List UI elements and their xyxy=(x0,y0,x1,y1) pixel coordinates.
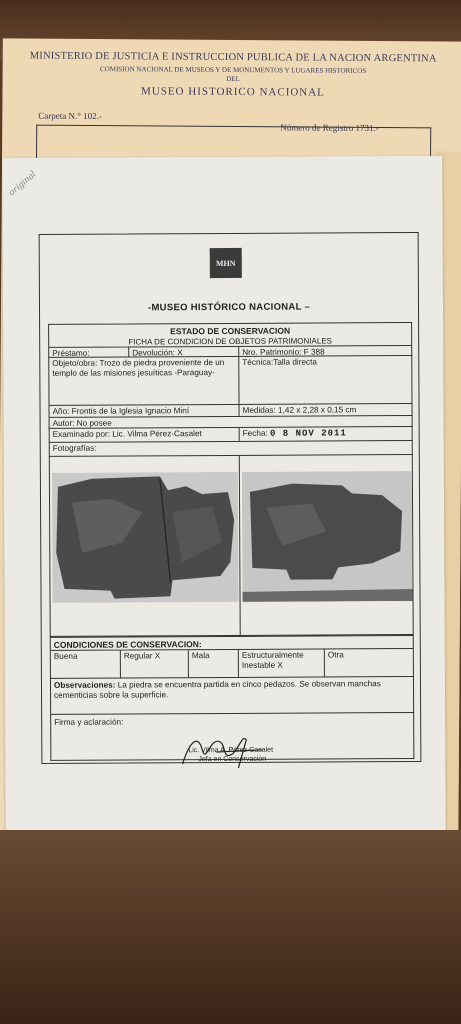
background-bottom xyxy=(0,830,461,1024)
patrimonio-cell: Nro. Patrimonio: F 388 xyxy=(242,347,325,357)
signature-block xyxy=(188,746,273,765)
examinado-cell: Examinado por: Lic. Vilma Pérez-Casalet xyxy=(50,428,240,442)
museum-title: -MUSEO HISTÓRICO NACIONAL – xyxy=(147,301,311,314)
objeto-cell: Objeto/obra: Trozo de piedra proveniente de un templo de las misiones jesuíticas -Paraguay- xyxy=(49,357,239,405)
photos-divider xyxy=(239,456,241,635)
observaciones-text: La piedra se encuentra partida en cinco pedazos. Se observan manchas cementicias sobre la superficie. xyxy=(54,679,381,701)
fecha-label: Fecha: xyxy=(242,428,268,438)
pencil-note: original xyxy=(6,168,39,199)
row-objeto xyxy=(48,356,412,406)
mala-cell: Mala xyxy=(189,650,239,677)
medidas-cell: Medidas: 1,42 x 2,28 x 0,15 cm xyxy=(242,405,357,415)
devolucion-cell: Devolución: X xyxy=(129,347,239,357)
firma-label: Firma y aclaración: xyxy=(54,717,124,727)
fecha-cell xyxy=(240,427,414,441)
condition-sheet xyxy=(2,156,446,838)
tecnica-cell: Técnica:Talla directa xyxy=(242,357,317,367)
folder-carpeta: Carpeta N.° 102.- xyxy=(38,110,102,122)
stone-photo-right xyxy=(242,471,413,602)
condiciones-title: CONDICIONES DE CONSERVACION: xyxy=(50,635,414,651)
stone-photo-left xyxy=(52,472,239,603)
folder-header xyxy=(2,50,461,99)
signature-role: Jefa en Conservación xyxy=(198,755,267,764)
fecha-stamp: 0 8 NOV 2011 xyxy=(269,428,347,439)
observaciones-label: Observaciones: xyxy=(53,680,116,690)
prestamo-cell: Préstamo: xyxy=(49,347,129,356)
folder-ministry: MINISTERIO DE JUSTICIA E INSTRUCCION PUBLICA DE LA NACION ARGENTINA xyxy=(29,50,437,65)
condition-form xyxy=(39,232,422,764)
signature-name: Lic. Vilma A. Pérez-Casalet xyxy=(188,746,274,755)
row-condiciones xyxy=(50,649,414,679)
form-title: ESTADO DE CONSERVACION xyxy=(170,325,291,337)
folder-museum: MUSEO HISTORICO NACIONAL xyxy=(140,85,325,99)
autor-cell: Autor: No posee xyxy=(52,418,112,428)
form-subtitle: FICHA DE CONDICION DE OBJETOS PATRIMONIALES xyxy=(128,336,333,347)
observaciones-box xyxy=(50,677,414,715)
folder-registro: Número de Registro 1731.- xyxy=(280,122,379,134)
folder-commission: COMISION NACIONAL DE MUSEOS Y DE MONUMENTOS Y LUGARES HISTORICOS xyxy=(100,65,367,75)
fotografias-cell: Fotografías: xyxy=(52,443,97,453)
anio-cell: Año: Frontis de la Iglesia Ignacio Miní xyxy=(50,405,240,417)
photos-box xyxy=(49,455,414,637)
regular-cell: Regular X xyxy=(121,650,189,677)
otra-cell: Otra xyxy=(327,650,344,660)
museum-logo: MHN xyxy=(210,248,242,278)
buena-cell: Buena xyxy=(51,651,121,678)
form-title-box xyxy=(48,322,412,348)
estructural-cell: Estructuralmente Inestable X xyxy=(239,649,325,676)
folder-del: DEL xyxy=(226,74,240,84)
